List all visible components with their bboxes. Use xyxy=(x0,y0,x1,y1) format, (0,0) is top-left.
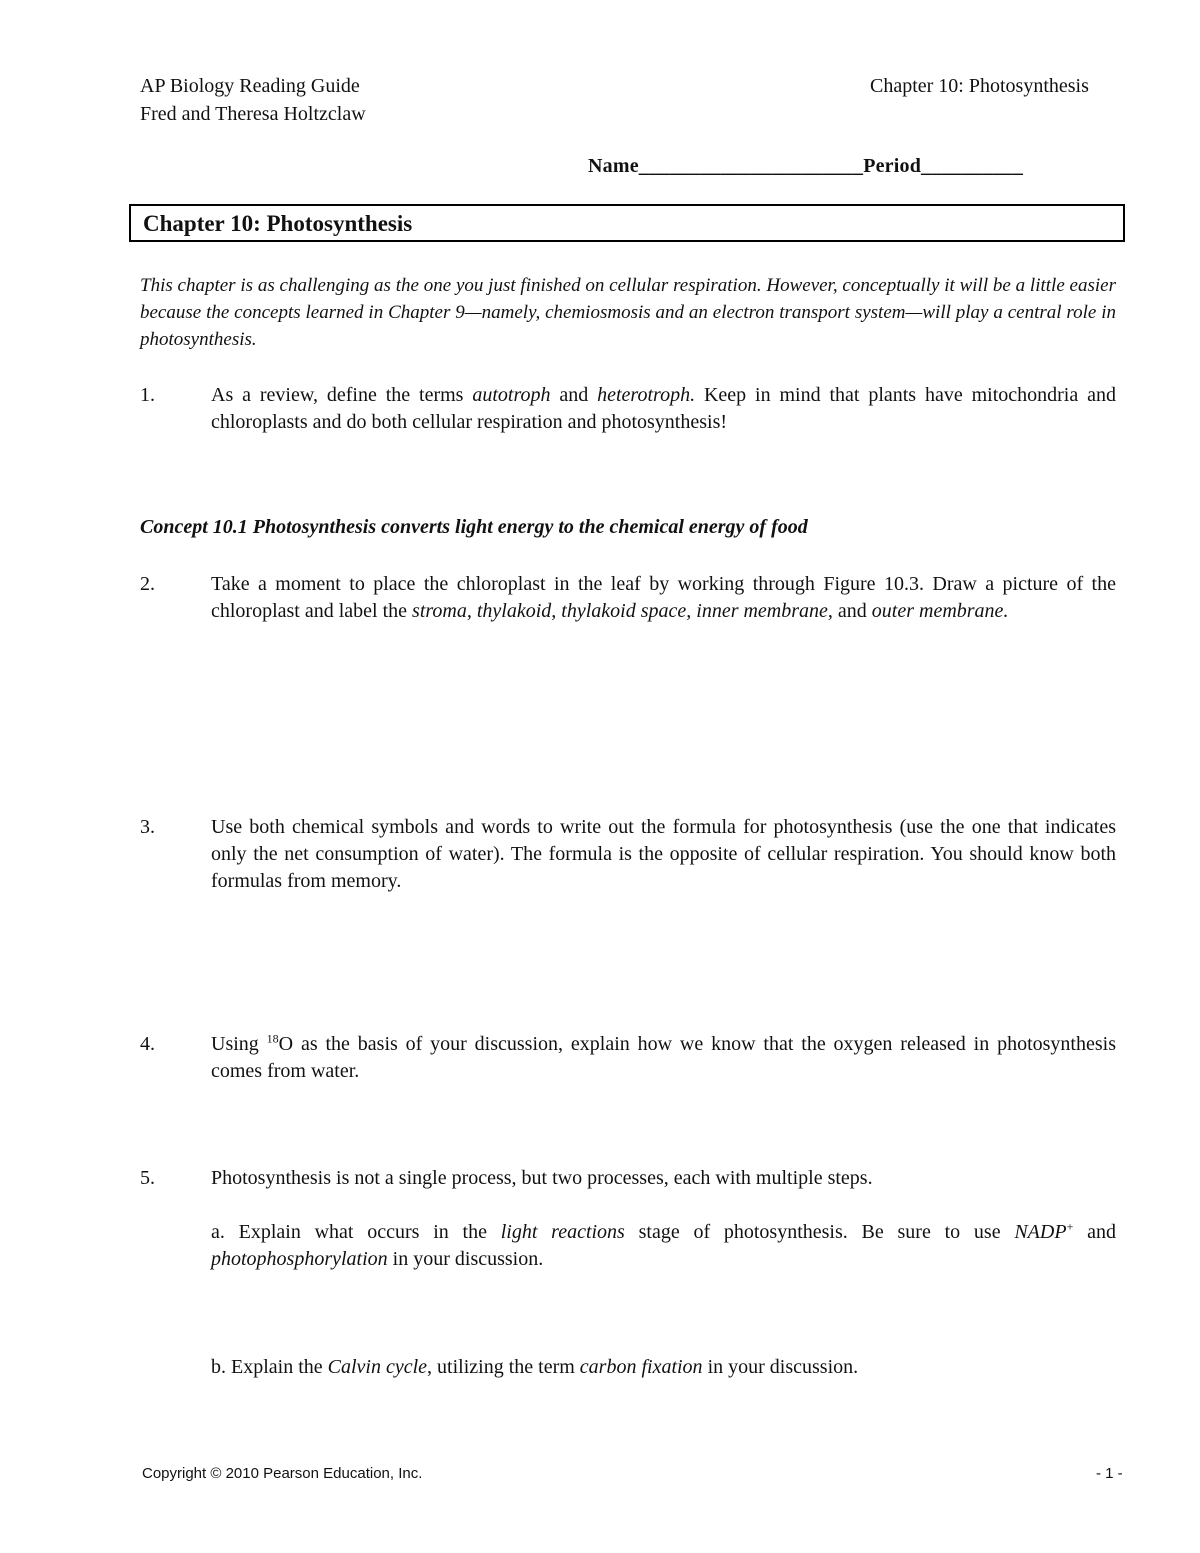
q5-text: Photosynthesis is not a single process, but two processes, each with multiple steps. xyxy=(211,1167,873,1189)
q3-text: Use both chemical symbols and words to write out the formula for photosynthesis (use the one that indicates only the net consumption of water). The formula is the opposite of cellular respiration. You should know both formulas from memory. xyxy=(211,816,1116,892)
name-label: Name xyxy=(588,155,639,177)
concept-10-1-heading: Concept 10.1 Photosynthesis converts light energy to the chemical energy of food xyxy=(140,516,808,538)
q5b-text: b. Explain the Calvin cycle, utilizing the term carbon fixation in your discussion. xyxy=(211,1356,859,1378)
period-label: Period xyxy=(863,155,922,177)
q5-number: 5. xyxy=(140,1167,155,1189)
q4-text: Using $^{18}$O as the basis of your discussion, explain how we know that the oxygen released in photosynthesis comes from water. xyxy=(211,1031,1116,1082)
q5a-text: a. Explain what occurs in the light reactions stage of photosynthesis. Be sure to use NADP+ and photophosphorylation in your discussion. xyxy=(211,1219,1116,1270)
page-number: - 1 - xyxy=(1096,1465,1123,1482)
q2-text: Take a moment to place the chloroplast in the leaf by working through Figure 10.3. Draw a picture of the chloroplast and label the stroma, thylakoid, thylakoid space, inner membrane, and outer membrane. xyxy=(211,573,1116,622)
name-period-line xyxy=(588,155,1023,178)
guide-title: AP Biology Reading Guide xyxy=(140,75,360,97)
period-blank[interactable]: __________ xyxy=(921,155,1024,177)
q1-text: As a review, define the terms autotroph and heterotroph. Keep in mind that plants have mitochondria and chloroplasts and do both cellular respiration and photosynthesis! xyxy=(211,384,1116,433)
q4-number: 4. xyxy=(140,1033,155,1055)
q2-number: 2. xyxy=(140,573,155,595)
authors: Fred and Theresa Holtzclaw xyxy=(140,103,366,125)
copyright: Copyright © 2010 Pearson Education, Inc. xyxy=(142,1465,423,1482)
name-blank[interactable]: ______________________ xyxy=(638,155,864,177)
q1-number: 1. xyxy=(140,384,155,406)
header-chapter: Chapter 10: Photosynthesis xyxy=(870,75,1089,97)
intro-paragraph: This chapter is as challenging as the one you just finished on cellular respiration. However, conceptually it will be a little easier because the concepts learned in Chapter 9—namely, chemiosmosis and an electron transport system—will play a central role in photosynthesis. xyxy=(140,275,1116,350)
chapter-title-box xyxy=(129,204,1125,242)
q3-number: 3. xyxy=(140,816,155,838)
chapter-title: Chapter 10: Photosynthesis xyxy=(143,211,413,236)
